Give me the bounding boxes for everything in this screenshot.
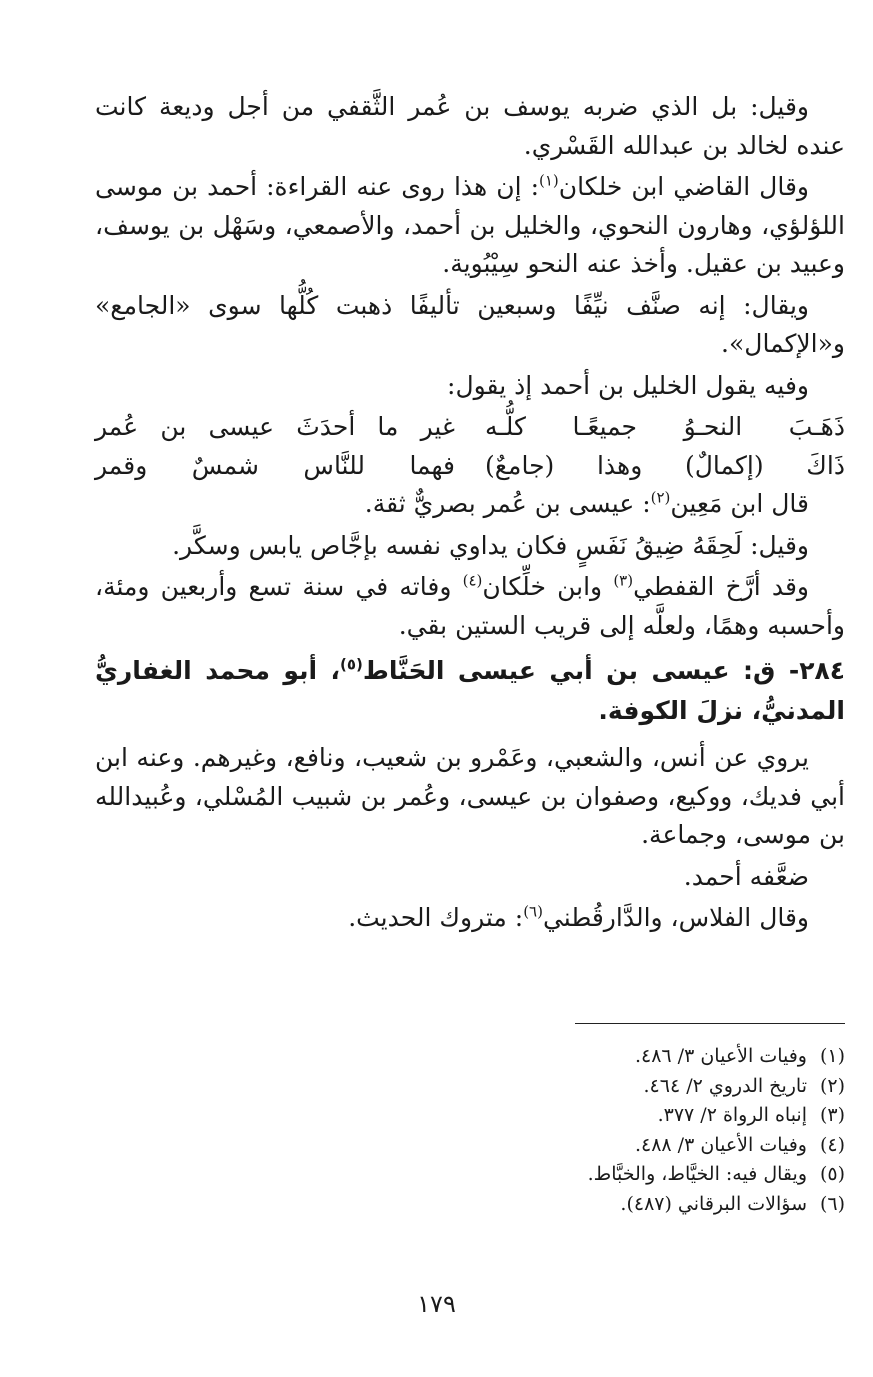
footnote-ref[interactable]: (٥) — [340, 655, 363, 674]
poem — [95, 408, 845, 485]
footnote — [300, 1072, 845, 1102]
paragraph: يروي عن أنس، والشعبي، وعَمْرو بن شعيب، ونافع، وغيرهم. وعنه ابن أبي فديك، ووكيع، وصفوان بن عيسى، وعُمر بن شبيب المُسْلي، وعُبيدالله بن موسى، وجماعة. — [95, 743, 845, 849]
footnotes — [300, 1042, 845, 1219]
footnote — [300, 1131, 845, 1161]
footnote-number: (٢) — [819, 1074, 845, 1097]
paragraph: وفيه يقول الخليل بن أحمد إذ يقول: — [447, 370, 809, 400]
footnote-text: تاريخ الدروي ٢/ ٤٦٤. — [643, 1074, 807, 1097]
entry-heading-text: ، أبو محمد الغفاريُّ المدنيُّ، نزلَ الكوفة. — [95, 656, 845, 725]
footnote-number: (١) — [819, 1045, 845, 1067]
paragraph-text: وابن خلِّكان — [482, 572, 614, 601]
paragraph-text: : متروك الحديث. — [348, 903, 524, 932]
page-body — [95, 88, 845, 941]
entry-heading — [95, 651, 845, 731]
footnote — [300, 1101, 845, 1131]
poem-hemistich: ذَهَـبَ النحـوُ جميعًـا كلُّـه — [485, 412, 845, 441]
paragraph: ويقال: إنه صنَّف نيِّفًا وسبعين تأليفًا ذهبت كُلُّها سوى «الجامع» و«الإكمال». — [95, 290, 845, 358]
paragraph: وقيل: بل الذي ضربه يوسف بن عُمر الثَّقفي من أجل وديعة كانت عنده لخالد بن عبدالله القَسْري. — [95, 92, 845, 160]
poem-line — [95, 408, 845, 447]
paragraph-text: : عيسى بن عُمر بصريٌّ ثقة. — [364, 489, 651, 518]
poem-hemistich: ذَاكَ (إكمالٌ) وهذا (جامعٌ) — [485, 450, 845, 480]
footnote — [300, 1190, 845, 1220]
footnote — [300, 1160, 845, 1190]
footnote-text: وفيات الأعيان ٣/ ٤٨٨. — [634, 1133, 807, 1156]
footnote-ref[interactable]: (٦) — [523, 902, 543, 921]
poem-hemistich: غير ما أحدَثَ عيسى بن عُمر — [95, 412, 455, 441]
footnote-number: (٦) — [819, 1192, 845, 1215]
paragraph — [95, 568, 845, 645]
footnote-number: (٥) — [819, 1163, 845, 1185]
footnote-ref[interactable]: (٢) — [650, 488, 671, 507]
paragraph — [95, 168, 845, 284]
footnote-ref[interactable]: (١) — [539, 171, 559, 190]
footnote — [300, 1042, 845, 1072]
paragraph — [95, 485, 845, 524]
footnote-ref[interactable]: (٣) — [613, 571, 634, 590]
paragraph: وقيل: لَحِقَهُ ضِيقُ نَفَسٍ فكان يداوي نفسه بإجَّاص يابس وسكَّر. — [172, 530, 809, 560]
footnote-number: (٤) — [819, 1133, 845, 1156]
paragraph-text: وقال القاضي ابن خلكان — [558, 172, 809, 201]
footnote-text: وفيات الأعيان ٣/ ٤٨٦. — [634, 1045, 807, 1067]
paragraph-text: وقال الفلاس، والدَّارقُطني — [542, 903, 809, 932]
entry-heading-text: ٢٨٤- ق: عيسى بن أبي عيسى الحَنَّاط — [362, 656, 845, 685]
paragraph-text: وقد أرَّخ القفطي — [633, 572, 809, 601]
paragraph: ضعَّفه أحمد. — [683, 861, 809, 891]
paragraph-text: وفاته في سنة تسع وأربعين ومئة، وأحسبه وهمًا، ولعلَّه إلى قريب الستين بقي. — [95, 572, 845, 640]
paragraph — [95, 899, 845, 938]
paragraph-text: : إن هذا روى عنه القراءة: أحمد بن موسى اللؤلؤي، وهارون النحوي، والخليل بن أحمد، والأصمعي، وسَهْل بن يوسف، وعبيد بن عقيل. وأخذ عنه النحو سِيْبُوية. — [95, 172, 845, 278]
paragraph-text: قال ابن مَعِين — [670, 489, 809, 518]
poem-line — [95, 447, 845, 486]
footnote-number: (٣) — [819, 1104, 845, 1126]
footnote-divider — [575, 1023, 845, 1024]
poem-hemistich: فهما للنَّاس شمسٌ وقمر — [95, 450, 455, 480]
page-number: ١٧٩ — [417, 1290, 456, 1318]
footnote-text: سؤالات البرقاني (٤٨٧). — [620, 1192, 807, 1215]
footnote-text: ويقال فيه: الخيَّاط، والخبَّاط. — [587, 1163, 807, 1185]
footnote-text: إنباه الرواة ٢/ ٣٧٧. — [657, 1104, 807, 1126]
footnote-ref[interactable]: (٤) — [462, 571, 483, 590]
